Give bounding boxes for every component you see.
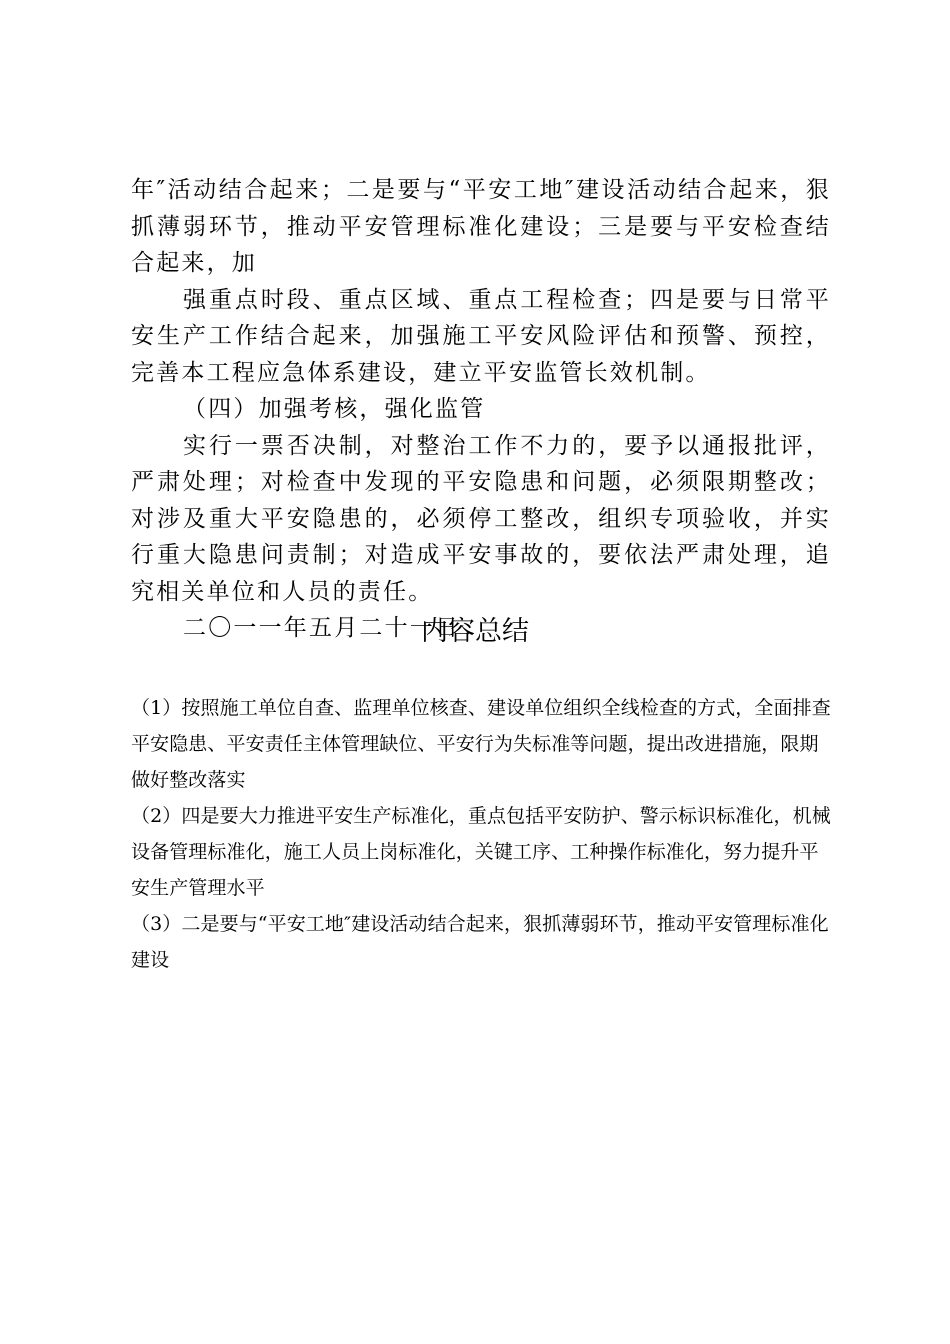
document-date: 二〇一一年五月二十一日 — [183, 615, 461, 641]
summary-list — [131, 690, 831, 978]
body-paragraph: 实行一票否决制，对整治工作不力的，要予以通报批评，严肃处理；对检查中发现的平安隐患和问题，必须限期整改；对涉及重大平安隐患的，必须停工整改，组织专项验收，并实行重大隐患问责制；对造成平安事故的，要依法严肃处理，追究相关单位和人员的责任。 — [131, 432, 831, 605]
summary-item: （1）按照施工单位自查、监理单位核查、建设单位组织全线检查的方式，全面排查平安隐患、平安责任主体管理缺位、平安行为失标准等问题，提出改进措施，限期做好整改落实 — [131, 697, 831, 791]
section-heading: （四）加强考核，强化监管 — [183, 396, 486, 422]
summary-item: （2）四是要大力推进平安生产标准化，重点包括平安防护、警示标识标准化，机械设备管理标准化，施工人员上岗标准化，关键工序、工种操作标准化，努力提升平安生产管理水平 — [131, 805, 831, 899]
body-paragraph: 强重点时段、重点区域、重点工程检查；四是要与日常平安生产工作结合起来，加强施工平安风险评估和预警、预控，完善本工程应急体系建设，建立平安监管长效机制。 — [131, 286, 831, 386]
summary-title: 内容总结 — [421, 616, 529, 647]
body-paragraph: 年″活动结合起来；二是要与“平安工地″建设活动结合起来，狠抓薄弱环节，推动平安管理标准化建设；三是要与平安检查结合起来，加 — [131, 177, 831, 276]
document-body — [131, 172, 831, 647]
summary-item: （3）二是要与“平安工地″建设活动结合起来，狠抓薄弱环节，推动平安管理标准化建设 — [131, 913, 829, 971]
